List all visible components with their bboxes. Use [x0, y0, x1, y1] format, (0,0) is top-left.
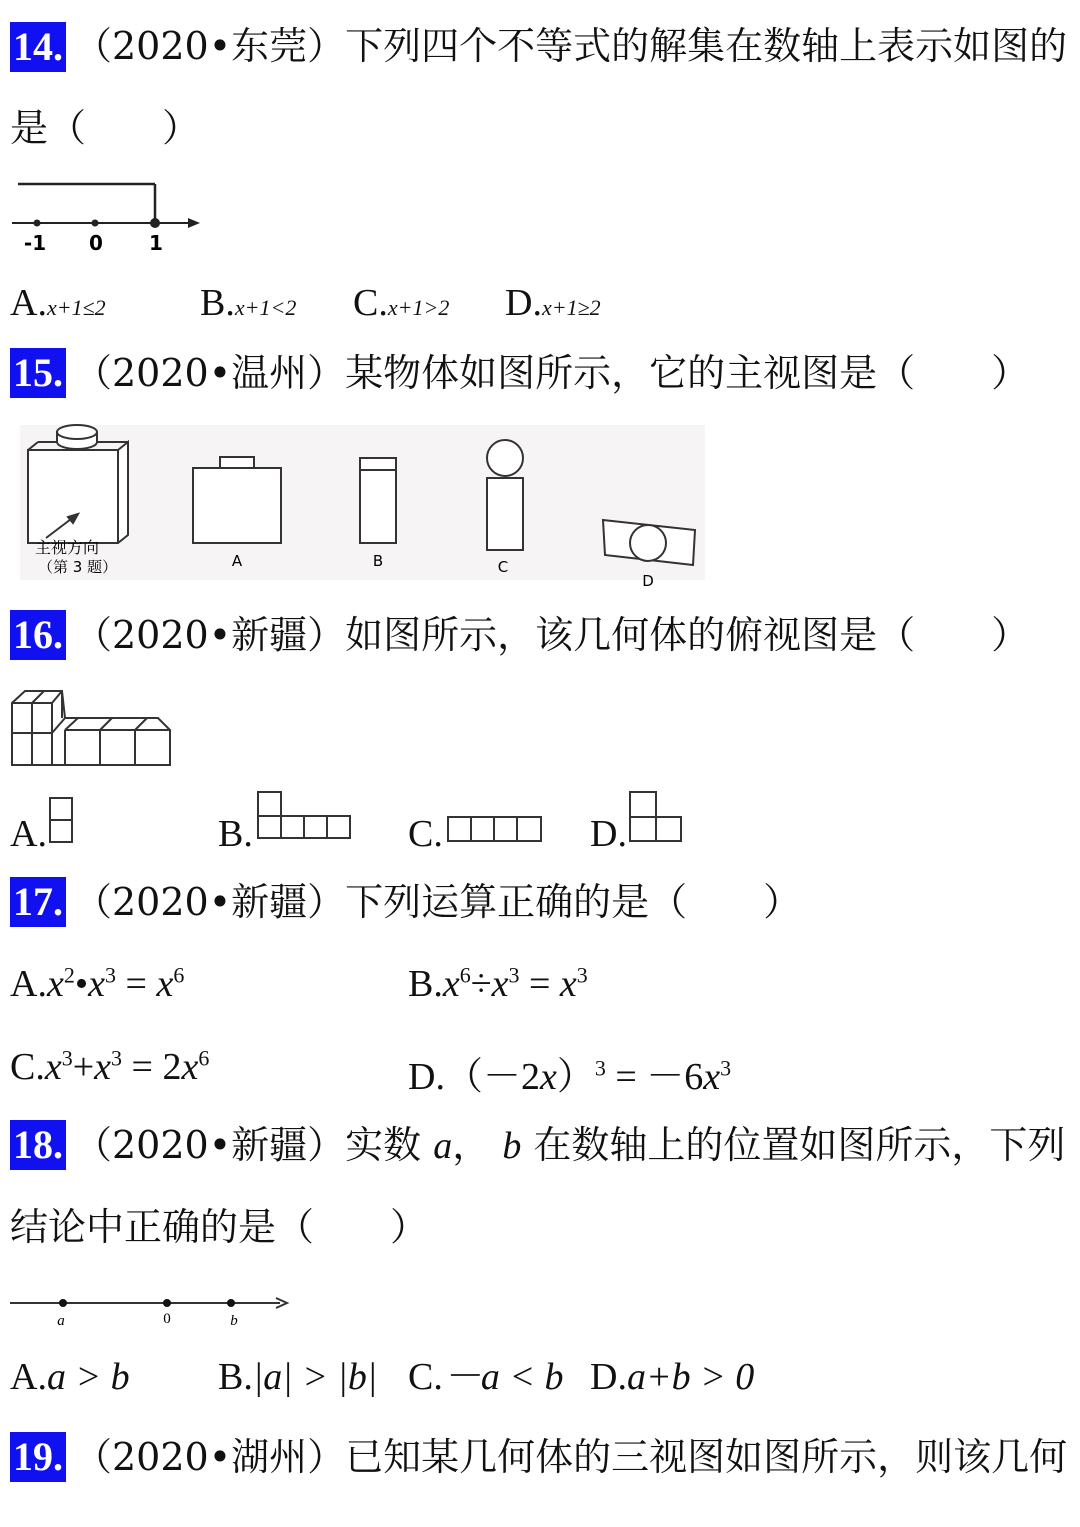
q15-option-a-label[interactable]: A — [231, 552, 243, 570]
q14-option-d[interactable] — [505, 283, 601, 328]
q18-option-c[interactable] — [408, 1357, 564, 1397]
option-expression: a > b — [46, 1356, 130, 1398]
question-18-stem-line2: 结论中正确的是（ ） — [10, 1205, 429, 1249]
q18-point-a — [59, 1299, 67, 1307]
question-number-16: 16. — [10, 610, 66, 660]
option-letter: D. — [590, 1356, 627, 1398]
option-expression: a+b > 0 — [626, 1356, 755, 1398]
q16-option-b-view — [256, 790, 352, 842]
question-15-stem: （2020•温州）某物体如图所示，它的主视图是（ ） — [74, 351, 1030, 395]
option-letter: D. — [590, 813, 627, 855]
q18-option-d[interactable] — [590, 1357, 754, 1397]
option-expression: |a| > |b| — [252, 1356, 378, 1398]
q15-object-drawing — [28, 425, 128, 543]
option-expression: －a < b — [442, 1356, 564, 1398]
q15-option-a-drawing — [193, 457, 281, 543]
q16-option-d[interactable] — [590, 814, 627, 854]
q14-tick-label: 1 — [149, 231, 163, 255]
question-number-17: 17. — [10, 877, 66, 927]
option-expression: x+1≥2 — [541, 295, 601, 320]
q14-tick-label: 0 — [89, 231, 103, 255]
option-letter: B. — [200, 282, 235, 324]
option-letter: C. — [408, 1356, 443, 1398]
q15-view-direction-caption: 主视方向 — [35, 538, 100, 557]
q15-option-d-label[interactable]: D — [642, 572, 654, 590]
option-letter: A. — [10, 1356, 47, 1398]
q18-stem-suffix: 在数轴上的位置如图所示，下列 — [533, 1123, 1066, 1167]
q16-option-a[interactable] — [10, 814, 47, 854]
question-number-19: 19. — [10, 1432, 66, 1482]
q17-option-c[interactable]: $C.x^3+x^3 = 2x^6$ — [10, 1045, 210, 1088]
q18-point-origin — [163, 1299, 171, 1307]
q17-option-b[interactable]: $B.x^6\div x^3 = x^3$ — [408, 962, 588, 1005]
option-letter: C. — [10, 1046, 45, 1088]
q18-label-a: a — [57, 1313, 65, 1329]
q14-axis-arrow — [188, 218, 200, 228]
q16-option-a-view — [48, 796, 78, 846]
option-letter: B. — [218, 813, 253, 855]
q18-label-origin: 0 — [163, 1311, 171, 1327]
option-letter: B. — [218, 1356, 253, 1398]
q18-number-line — [0, 1290, 300, 1335]
option-letter: C. — [353, 282, 388, 324]
q16-option-b[interactable] — [218, 814, 253, 854]
q16-option-c[interactable] — [408, 814, 443, 854]
question-19-stem: （2020•湖州）已知某几何体的三视图如图所示，则该几何 — [74, 1435, 1068, 1479]
question-18-stem-line1: （2020•新疆）实数 a， b 在数轴上的位置如图所示，下列 — [74, 1123, 1066, 1167]
q14-option-b[interactable] — [200, 283, 296, 328]
q15-figure-caption: （第 3 题） — [38, 558, 118, 576]
option-expression: x+1>2 — [387, 295, 450, 320]
q18-stem-prefix: （2020•新疆）实数 — [74, 1123, 422, 1167]
option-expression: x+1≤2 — [46, 295, 106, 320]
option-expression: x+1<2 — [234, 295, 297, 320]
question-14-stem-line2: 是（ ） — [10, 106, 201, 150]
option-letter: A. — [10, 813, 47, 855]
q14-option-a[interactable] — [10, 283, 106, 328]
option-letter: A. — [10, 282, 47, 324]
q14-tick-dot — [92, 220, 99, 227]
q15-figure — [0, 420, 710, 590]
option-letter: B. — [408, 963, 443, 1005]
question-number-15: 15. — [10, 348, 66, 398]
q18-point-b — [227, 1299, 235, 1307]
option-letter: D. — [505, 282, 542, 324]
q18-var-b: b — [502, 1125, 522, 1167]
q17-option-d[interactable]: $D.(-2x)^3 = -6x^3$ — [408, 1055, 732, 1098]
option-letter: C. — [408, 813, 443, 855]
option-letter: A. — [10, 963, 47, 1005]
q18-option-b[interactable] — [218, 1357, 377, 1397]
q18-var-a: a — [433, 1125, 453, 1167]
q15-option-c-label[interactable]: C — [497, 558, 509, 576]
option-letter: D. — [408, 1056, 445, 1098]
q14-solid-point — [150, 218, 160, 228]
question-14-stem-line1: （2020•东莞）下列四个不等式的解集在数轴上表示如图的 — [74, 24, 1068, 68]
question-number-18: 18. — [10, 1120, 66, 1170]
q18-label-b: b — [230, 1313, 238, 1329]
question-number-14: 14. — [10, 22, 66, 72]
q14-option-c[interactable] — [353, 283, 449, 328]
q15-option-b-label[interactable]: B — [372, 552, 384, 570]
q16-option-c-view — [446, 815, 544, 845]
q15-option-b-drawing — [360, 458, 396, 543]
question-16-stem: （2020•新疆）如图所示，该几何体的俯视图是（ ） — [74, 613, 1030, 657]
question-17-stem: （2020•新疆）下列运算正确的是（ ） — [74, 880, 802, 924]
q14-tick-label: -1 — [23, 231, 47, 255]
q15-option-c-drawing — [487, 440, 523, 550]
q18-option-a[interactable] — [10, 1357, 130, 1397]
q16-option-d-view — [628, 790, 684, 844]
q16-solid-figure — [0, 688, 180, 770]
q14-tick-dot — [34, 220, 41, 227]
q17-option-a[interactable]: $A.x^2•x^3 = x^6$ — [10, 962, 185, 1005]
q14-number-line — [0, 170, 220, 260]
